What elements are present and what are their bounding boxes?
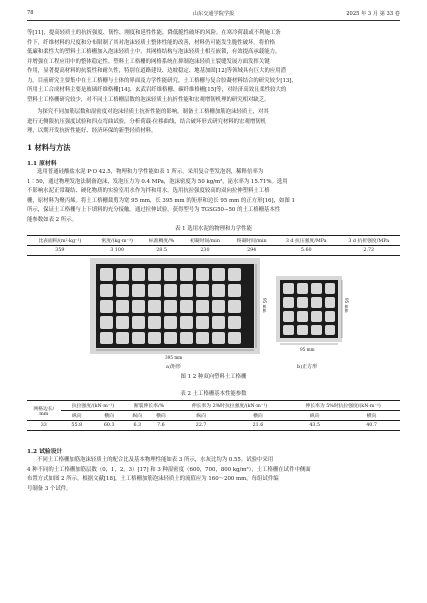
subsection-heading-1-2: 1.2 试验设计 (27, 449, 63, 455)
table1-header-cell: 标准稠度/% (148, 239, 175, 244)
table1-header-row (27, 236, 400, 246)
geogrid-photo (90, 258, 350, 370)
table2-cell: 60.3 (103, 423, 115, 428)
table1-cell: 294 (247, 248, 257, 253)
issue-info: 2025 年 3 月 第 33 卷 (346, 11, 400, 17)
table1-cell: 230 (200, 248, 210, 253)
table1-header-cell: 初凝时间/min (189, 239, 220, 244)
paragraph-intro-1: 等[11]，提高轻质土的抗折强度、韧性、刚度和延性性能，降低脆性破坏的风险。在寒冷荷载或不利施工条 件下，纤维材料的尺度和分布限制了其对泡沫轻质土整体性能的改善，材料仍可能发生脆性破坏。将价格 低廉和柔性大的塑料土工格栅加入泡沫轻质土中，其网格结构与泡沫轻质土相互嵌锁，有效提高承载能力， 并增强在工程应用中的整体稳定性。塑料土工格栅的网格系统在抑制泡沫轻质土裂缝发展方面发挥关键 作用，显著提高材料的抗裂性和耐久性，特别在道路建设、边坡稳定、地基加固[12]等领域具有巨大的应用潜 力。目前研究主要集中在土工格栅与土体的界面及力学性能研究，土工格栅与复合胶凝材料结合的研究较少[13]， 所用土工合成材料主要是玻璃纤维格栅[14]、玄武岩纤维格栅、碳纤维格栅[15]等，对经济高效且柔性较大的 塑料土工格栅研究较少，对不同土工格栅层数的泡沫轻质土抗折性能和宏观增韧机理的研究相对缺乏。 (27, 30, 297, 103)
table1-cell: 359 (55, 248, 65, 253)
table2-subheader-cell: 纵向 (61, 411, 93, 421)
dimension-square-height-label: 95 mm (344, 298, 349, 313)
table2 (27, 400, 400, 431)
table2-header-cell: 抗拉强度/(kN·m⁻¹) (61, 401, 126, 411)
figure1-caption: 图 1 2 种双向塑料土工格栅 (180, 374, 247, 380)
table1-cell: 28.5 (156, 248, 167, 253)
table2-header-cell: 断裂伸长率/% (125, 401, 172, 411)
table2-caption: 表 2 土工格栅基本性能参数 (180, 391, 247, 397)
table2-header-cell: 伸长率为 2%时抗拉强度/(kN·m⁻¹) (173, 401, 287, 411)
subsection-heading-1-1: 1.1 原材料 (27, 161, 57, 167)
table2-cell: 7.6 (157, 423, 165, 428)
table1-caption: 表 1 选用水泥的物理和力学性能 (175, 226, 252, 232)
table2-cell: 33 (40, 423, 47, 428)
table2-cell: 6.3 (133, 423, 142, 428)
table2-cell: 22.7 (195, 423, 207, 428)
figure1a-label: a)矩形 (166, 364, 181, 370)
table1-cell: 3 100 (110, 248, 125, 253)
table2-mesh-unit: mm (39, 411, 49, 417)
table1-header-cell: 3 d 抗折强度/MPa (348, 239, 390, 244)
table1-header-cell: 3 d 抗压强度/MPa (285, 239, 327, 244)
table1-header-cell: 比表面积/(m²·kg⁻¹) (38, 239, 82, 244)
figure1 (90, 258, 350, 370)
table2-subheader-cell: 横向 (149, 411, 173, 421)
table1-data-row (27, 246, 400, 256)
table2-mesh-header: 网格边长/ (33, 406, 55, 412)
table2-subheader-cell: 纵向 (125, 411, 149, 421)
paragraph-materials: 选用普通硅酸盐水泥 P·O 42.5，物理和力学性能如表 1 所示。采用复合型发泡剂，稀释倍率为 1∶50，通过物理发泡法制备泡沫，发泡压力为 0.4 MPa，泡沫密度为 50 kg/m³，泌水率为 15.71%。选用 不影响水泥正常凝结、硬化物质的实验室用水作为拌和用水。选用抗拉强度较高的双向拉伸塑料土工格 栅，原材料为聚丙烯。将土工格栅裁剪为宽 95 mm，长 395 mm 的矩形和边长 95 mm 的正方形[16]，如图 1 所示，保证土工格栅与上下填料的充分接触。通过拉伸试验，获得型号为 TGSG50−50 的土工格栅基本性 能参数如表 2 所示。 (27, 169, 295, 223)
dimension-width-label: 95 mm (262, 298, 267, 313)
table1-header-cell: 终凝时间/min (236, 239, 267, 244)
page-number: 78 (27, 10, 34, 16)
table2-subheader-cell: 纵向 (173, 411, 230, 421)
table2-subheader-cell: 横向 (343, 411, 400, 421)
square-geogrid (276, 276, 342, 344)
figure1b-label: b)正方形 (297, 364, 318, 370)
table2-cell: 43.5 (309, 423, 321, 428)
table2-subheader-cell: 横向 (93, 411, 125, 421)
table1 (27, 235, 400, 256)
paragraph-intro-2: 为探究不同加筋层数和湿密度对泡沫轻质土抗折性能的影响，制备土工格栅加筋泡沫轻质土，对其 进行无侧限抗压强度试验和四点弯曲试验，分析荷载-位移曲线，结合破坏形式研究材料的宏观增韧机 理，以期开发抗折性能好、经济环保的新型轻质材料。 (27, 109, 269, 134)
table2-subheader-cell: 纵向 (286, 411, 343, 421)
dimension-length-label: 395 mm (165, 355, 183, 360)
table2-cell: 40.7 (366, 423, 377, 428)
table2-data-row (27, 421, 400, 431)
table2-subheader-row (27, 411, 400, 421)
dimension-square-width-label: 95 mm (300, 347, 315, 352)
rectangular-geogrid (90, 258, 260, 354)
table2-subheader-cell: 横向 (230, 411, 287, 421)
table2-header-cell: 伸长率为 5%时抗拉强度/(kN·m⁻¹) (286, 401, 400, 411)
section-heading-1: 1 材料与方法 (27, 143, 71, 152)
running-header (27, 9, 400, 21)
paragraph-test-design: 不同土工格栅加筋泡沫轻质土的配合比及基本物理性能如表 3 所示，水灰比均为 0.55。试验中采用 4 种不同的土工格栅加筋层数（0，1，2，3）[17] 和 3 种湿密度（600，700，800 kg/m³），土工格栅在试件中侧面 布置方式如图 2 所示。根据文献[18]，土工格栅加筋泡沫轻质土的流值应为 160～200 mm。每组试件编 号制备 3 个试件。 (27, 457, 311, 492)
table2-header-cell (27, 401, 61, 421)
table2-header-row (27, 401, 400, 411)
table1-cell: 5.60 (300, 248, 312, 253)
table1-cell: 2.72 (363, 248, 375, 253)
table2-cell: 21.6 (252, 423, 264, 428)
journal-name: 山东交通学院学报 (192, 11, 235, 17)
table2-cell: 55.8 (71, 423, 83, 428)
table1-header-cell: 密度/(kg·m⁻³) (101, 239, 133, 244)
